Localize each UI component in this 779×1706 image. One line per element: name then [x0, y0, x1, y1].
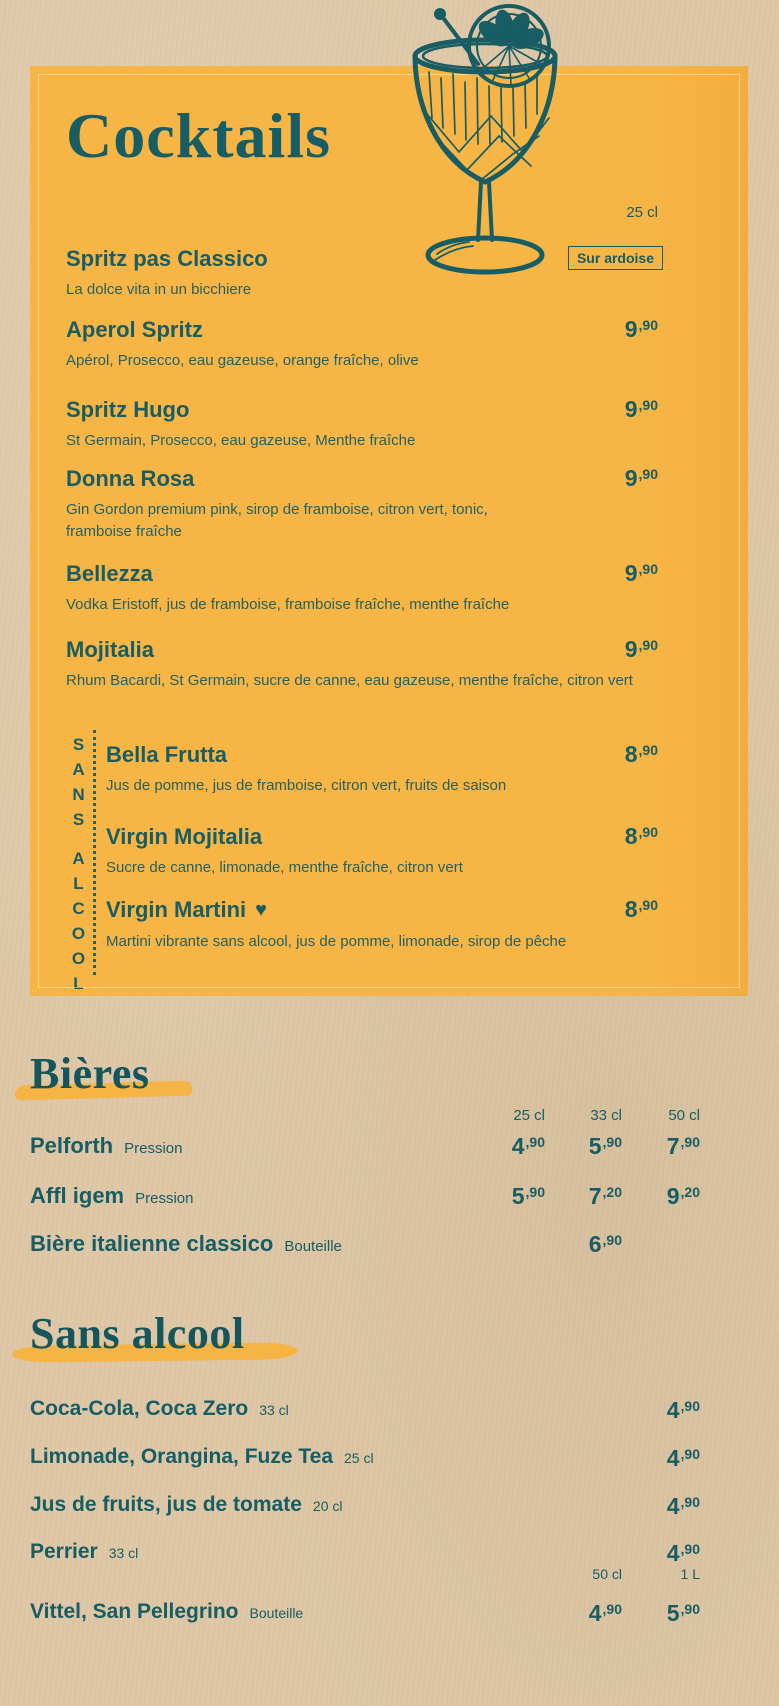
price-euros: 4: [666, 1540, 680, 1566]
price-cents: ,90: [638, 317, 658, 333]
column-header-33cl: 33 cl: [590, 1107, 622, 1124]
price-cents: ,90: [680, 1446, 700, 1462]
price-cents: ,20: [602, 1184, 622, 1200]
price-euros: 9: [624, 636, 638, 662]
price-cents: ,90: [602, 1601, 622, 1617]
price-euros: 4: [666, 1493, 680, 1519]
item-name: Spritz Hugo: [66, 397, 190, 422]
price-euros: 9: [624, 396, 638, 422]
price-cents: ,20: [680, 1184, 700, 1200]
beer-serving-note: Bouteille: [284, 1238, 342, 1255]
item-description: Apérol, Prosecco, eau gazeuse, orange fraîche, olive: [66, 352, 419, 370]
cocktails-title: Cocktails: [66, 100, 331, 171]
price-50cl: [614, 1133, 700, 1160]
beer-name: Affl igem: [30, 1183, 125, 1208]
sans-alcool-vertical-label: [70, 735, 87, 999]
price-cents: ,90: [638, 561, 658, 577]
item-price: [625, 560, 658, 587]
item-price: [625, 823, 658, 850]
price-cents: ,90: [680, 1398, 700, 1414]
cocktail-item: [66, 467, 658, 543]
price-euros: 8: [624, 823, 638, 849]
price-euros: 5: [666, 1600, 680, 1626]
price-cents: ,90: [638, 397, 658, 413]
drink-size: 33 cl: [259, 1402, 289, 1418]
price-cents: ,90: [638, 742, 658, 758]
vertical-word: ALCOOL: [69, 849, 88, 999]
price-euros: 9: [624, 316, 638, 342]
drink-size: 20 cl: [312, 1498, 343, 1514]
cocktail-item: [106, 743, 658, 797]
cocktail-item: [66, 638, 658, 692]
item-price: [625, 896, 658, 923]
price-cents: ,90: [602, 1232, 622, 1248]
item-name: Aperol Spritz: [66, 317, 203, 342]
drink-name: Limonade, Orangina, Fuze Tea: [30, 1445, 333, 1468]
price-cents: ,90: [638, 466, 658, 482]
price-25cl: [459, 1133, 545, 1160]
water-column-headers: [30, 1566, 779, 1596]
price-euros: 4: [511, 1133, 525, 1159]
column-header-50cl: 50 cl: [592, 1566, 622, 1582]
item-name: Mojitalia: [66, 637, 155, 662]
item-description: Jus de pomme, jus de framboise, citron vert, fruits de saison: [106, 777, 507, 795]
price-euros: 9: [624, 465, 638, 491]
price-33cl: [536, 1231, 622, 1258]
price-euros: 4: [666, 1397, 680, 1423]
cocktail-item: [66, 562, 658, 616]
beer-serving-note: Pression: [135, 1190, 194, 1207]
beer-row: [30, 1231, 779, 1261]
price-cents: ,90: [525, 1184, 545, 1200]
soft-drinks-heading: Sans alcool: [30, 1309, 245, 1358]
price-euros: 9: [666, 1183, 680, 1209]
item-description: Gin Gordon premium pink, sirop de framboise, citron vert, tonic, framboise fraîche: [66, 501, 488, 540]
vertical-word: SANS: [69, 735, 88, 835]
price-25cl: [459, 1183, 545, 1210]
beer-serving-note: Pression: [124, 1140, 183, 1157]
beer-name: Bière italienne classico: [30, 1231, 274, 1256]
drink-price: [614, 1445, 700, 1472]
price-1l: [614, 1600, 700, 1627]
item-name: Virgin Mojitalia: [106, 824, 263, 849]
water-row: [30, 1600, 779, 1630]
beer-name: Pelforth: [30, 1133, 114, 1158]
price-cents: ,90: [638, 637, 658, 653]
drink-name: Perrier: [30, 1540, 98, 1563]
cocktail-item: [66, 318, 658, 372]
beer-row: [30, 1183, 779, 1213]
sans-alcool-dotted-divider: [93, 730, 96, 975]
cocktails-size-header: 25 cl: [626, 204, 658, 221]
item-price: [625, 636, 658, 663]
drink-name: Jus de fruits, jus de tomate: [30, 1493, 302, 1516]
price-cents: ,90: [602, 1134, 622, 1150]
drink-name: Vittel, San Pellegrino: [30, 1600, 239, 1623]
cocktail-glass-illustration: [385, 2, 591, 294]
column-header-50cl: 50 cl: [668, 1107, 700, 1124]
price-euros: 4: [666, 1445, 680, 1471]
drink-size: 33 cl: [108, 1545, 139, 1561]
price-cents: ,90: [680, 1601, 700, 1617]
soft-drink-row: [30, 1493, 779, 1523]
beer-row: [30, 1133, 779, 1163]
price-cents: ,90: [638, 897, 658, 913]
heart-icon: ♥: [255, 899, 268, 921]
item-name: Spritz pas Classico: [66, 246, 268, 271]
item-description: Rhum Bacardi, St Germain, sucre de canne, eau gazeuse, menthe fraîche, citron vert: [66, 672, 633, 690]
price-euros: 5: [511, 1183, 525, 1209]
cocktail-item: [106, 898, 658, 953]
price-50cl: [614, 1183, 700, 1210]
price-33cl: [536, 1183, 622, 1210]
price-euros: 5: [588, 1133, 602, 1159]
price-cents: ,90: [680, 1494, 700, 1510]
column-header-1l: 1 L: [680, 1566, 700, 1582]
price-cents: ,90: [680, 1541, 700, 1557]
price-euros: 4: [588, 1600, 602, 1626]
item-name: [106, 898, 658, 922]
drink-serving-note: Bouteille: [249, 1605, 304, 1621]
drink-name: Coca-Cola, Coca Zero: [30, 1397, 249, 1420]
item-description: Martini vibrante sans alcool, jus de pomme, limonade, sirop de pêche: [106, 933, 567, 950]
item-description: La dolce vita in un bicchiere: [66, 281, 252, 299]
price-50cl: [536, 1600, 622, 1627]
drink-price: [614, 1493, 700, 1520]
item-description: St Germain, Prosecco, eau gazeuse, Menthe fraîche: [66, 432, 416, 450]
item-name-text: Virgin Martini: [106, 897, 247, 922]
sur-ardoise-badge: Sur ardoise: [568, 246, 663, 270]
price-cents: ,90: [525, 1134, 545, 1150]
cocktail-item: [66, 398, 658, 452]
price-euros: 7: [588, 1183, 602, 1209]
item-description: Sucre de canne, limonade, menthe fraîche, citron vert: [106, 859, 463, 877]
cocktail-item: [106, 825, 658, 879]
drink-size: 25 cl: [344, 1450, 374, 1466]
soft-drink-row: [30, 1445, 779, 1475]
item-price: [625, 741, 658, 768]
price-cents: ,90: [680, 1134, 700, 1150]
price-euros: 9: [624, 560, 638, 586]
item-price: [625, 465, 658, 492]
price-33cl: [536, 1133, 622, 1160]
drink-price: [614, 1540, 700, 1567]
item-price: [625, 316, 658, 343]
item-name: Bella Frutta: [106, 742, 228, 767]
item-description: Vodka Eristoff, jus de framboise, framboise fraîche, menthe fraîche: [66, 596, 510, 614]
price-euros: 8: [624, 896, 638, 922]
price-euros: 6: [588, 1231, 602, 1257]
beers-heading: Bières: [30, 1049, 150, 1098]
item-name: Bellezza: [66, 561, 153, 586]
price-euros: 8: [624, 741, 638, 767]
item-name: Donna Rosa: [66, 466, 195, 491]
price-euros: 7: [666, 1133, 680, 1159]
column-header-25cl: 25 cl: [513, 1107, 545, 1124]
soft-drink-row: [30, 1397, 779, 1427]
drink-price: [614, 1397, 700, 1424]
price-cents: ,90: [638, 824, 658, 840]
item-price: [625, 396, 658, 423]
